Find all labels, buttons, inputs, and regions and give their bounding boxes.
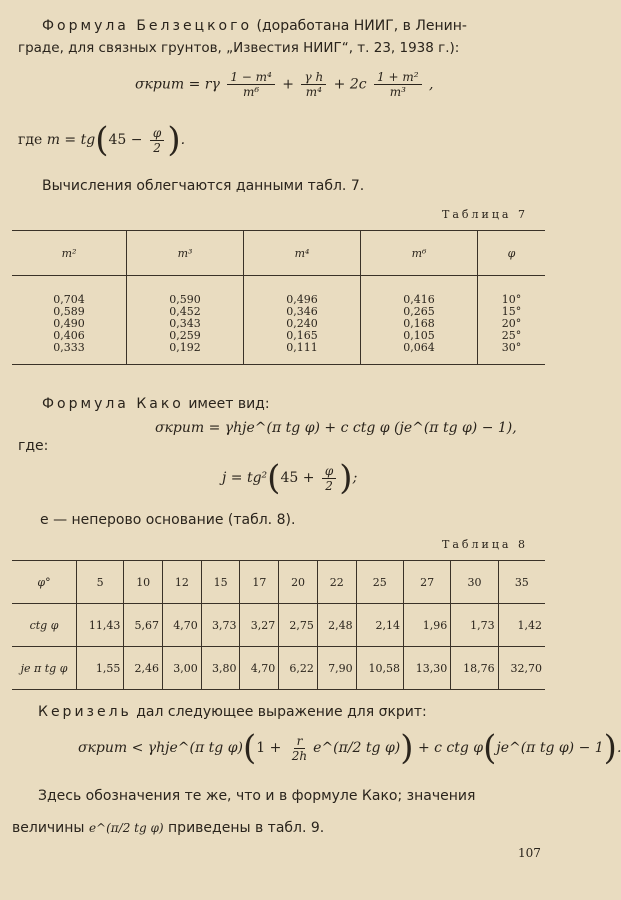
table-cell: 0,452 [169, 305, 201, 318]
formula-m-definition [18, 120, 185, 160]
table-cell: 18,76 [451, 647, 498, 690]
paren-close: ) [400, 728, 414, 768]
f1-den: m⁶ [242, 85, 260, 99]
formula3-lhs: j = tg² [222, 470, 268, 486]
table-cell: 0,416 [403, 293, 435, 306]
formula1-lhs: σкрит = rγ [135, 76, 220, 93]
para3-rest: имеет вид: [188, 396, 270, 412]
para5 [38, 704, 427, 720]
table7-col-m6 [361, 276, 478, 365]
table-cell: 0,496 [286, 293, 318, 306]
table-cell: 3,27 [240, 604, 279, 647]
table-cell: 2,75 [279, 604, 318, 647]
formula3-inner: 45 + [280, 470, 315, 486]
table-cell: 1,55 [77, 647, 124, 690]
table-cell: 10,58 [356, 647, 403, 690]
paren-close: ) [339, 458, 353, 498]
table7-col-phi [478, 276, 546, 365]
table-cell: 0,590 [169, 293, 201, 306]
where1-fraction [150, 126, 164, 155]
para6-line2-a: величины [12, 820, 85, 836]
table-cell: 0,704 [53, 293, 85, 306]
table7-col-m3 [127, 276, 244, 365]
formula4-lhs: σкрит < γhje^(π tg φ) [78, 740, 243, 756]
table-cell: 30° [501, 341, 522, 354]
formula4-num: r [294, 734, 306, 749]
table-cell: 0,259 [169, 329, 201, 342]
page-number: 107 [518, 846, 541, 860]
para6-expr: e^(π/2 tg φ) [88, 821, 164, 835]
f3-den: m³ [389, 85, 406, 99]
table-cell: 2,48 [317, 604, 356, 647]
table-cell: 17 [240, 561, 279, 604]
f2-num: γ h [301, 70, 326, 85]
table-cell: 3,73 [201, 604, 240, 647]
table-cell: 0,343 [169, 317, 201, 330]
kerizel-title: Керизель [38, 704, 132, 720]
table-cell: 4,70 [240, 647, 279, 690]
table8-row-header: je π tg φ [12, 647, 77, 690]
where1-inner: 45 − [108, 132, 143, 148]
f1-num: 1 − m⁴ [227, 70, 275, 85]
table7 [12, 230, 545, 365]
table8-caption: Таблица 8 [442, 538, 528, 551]
table-cell: 6,22 [279, 647, 318, 690]
para6-line2 [12, 820, 324, 836]
formula-kako: σкрит = γhje^(π tg φ) + c ctg φ (je^(π tg φ) − 1), [155, 420, 517, 436]
table-cell: 2,14 [356, 604, 403, 647]
formula1-fraction-3 [374, 70, 422, 99]
formula3-fraction [322, 464, 336, 493]
formula-j [222, 458, 357, 498]
table-cell: 0,490 [53, 317, 85, 330]
table-cell: 1,42 [498, 604, 545, 647]
table-cell: 0,192 [169, 341, 201, 354]
table-cell: 0,165 [286, 329, 318, 342]
formula1-plus1: + [282, 76, 295, 93]
table7-header: m² [12, 231, 127, 276]
table-cell: 25° [501, 329, 522, 342]
formula4-den: 2h [291, 748, 308, 763]
formula-kerizel [78, 728, 621, 768]
para3 [42, 396, 270, 412]
paren-open: ( [267, 458, 281, 498]
table-cell: 10° [501, 293, 522, 306]
paren-open: ( [483, 728, 497, 768]
table-cell: 3,80 [201, 647, 240, 690]
formula4-inner: je^(π tg φ) − 1 [496, 740, 604, 756]
table-cell: 0,111 [286, 341, 318, 354]
table8-row-phi [12, 561, 545, 604]
formula3-num: φ [322, 464, 336, 479]
table-cell: 0,168 [403, 317, 435, 330]
formula1-comma: , [429, 76, 434, 93]
paren-open: ( [95, 120, 109, 160]
paren-close: ) [167, 120, 181, 160]
table-cell: 25 [356, 561, 403, 604]
para2: Вычисления облегчаются данными табл. 7. [42, 178, 365, 194]
table-cell: 11,43 [77, 604, 124, 647]
table-cell: 10 [124, 561, 163, 604]
where1-den: 2 [153, 140, 161, 155]
table-cell: 13,30 [403, 647, 450, 690]
where1-expr: m = tg [46, 132, 96, 148]
table-cell: 0,346 [286, 305, 318, 318]
table-cell: 7,90 [317, 647, 356, 690]
table-cell: 20 [279, 561, 318, 604]
para6-line2-b: приведены в табл. 9. [168, 820, 325, 836]
paren-open: ( [242, 728, 257, 768]
table8-row-header: φ° [12, 561, 77, 604]
table-cell: 0,265 [403, 305, 435, 318]
formula4-fraction [289, 734, 310, 763]
table8-row-header: ctg φ [12, 604, 77, 647]
formula4-tail: . [616, 740, 621, 756]
table-cell: 20° [501, 317, 522, 330]
formula3-tail: ; [352, 470, 358, 486]
table8-row-ctg [12, 604, 545, 647]
formula1-fraction-2 [301, 70, 326, 99]
table7-header: m⁶ [361, 231, 478, 276]
table-cell: 3,00 [163, 647, 202, 690]
table-cell: 4,70 [163, 604, 202, 647]
where2: где: [18, 438, 49, 454]
formula1-plus2: + 2c [333, 76, 367, 93]
table7-header: m³ [127, 231, 244, 276]
para6-line1: Здесь обозначения те же, что и в формуле Како; значения [38, 788, 476, 804]
f2-den: m⁴ [305, 85, 322, 99]
table-cell: 15 [201, 561, 240, 604]
table7-col-m2 [12, 276, 127, 365]
formula4-mid: + c ctg φ [417, 740, 484, 756]
table-cell: 12 [163, 561, 202, 604]
table7-header: m⁴ [244, 231, 361, 276]
table8-row-je [12, 647, 545, 690]
formula4-open: 1 + [256, 740, 282, 756]
para1-line2: граде, для связных грунтов, „Известия НИИГ“, т. 23, 1938 г.): [18, 40, 460, 56]
table-cell: 5 [77, 561, 124, 604]
kako-title: Формула Како [42, 396, 184, 412]
para5-rest: дал следующее выражение для σкрит: [136, 704, 427, 720]
where1-prefix: где [18, 132, 43, 148]
para4: e — неперово основание (табл. 8). [40, 512, 296, 528]
table7-body-row [12, 276, 545, 365]
table-cell: 0,105 [403, 329, 435, 342]
table-cell: 35 [498, 561, 545, 604]
table-cell: 22 [317, 561, 356, 604]
table-cell: 0,406 [53, 329, 85, 342]
table7-caption: Таблица 7 [442, 208, 528, 221]
where1-num: φ [150, 126, 164, 141]
table-cell: 32,70 [498, 647, 545, 690]
table8 [12, 560, 545, 690]
table-cell: 15° [501, 305, 522, 318]
table-cell: 0,064 [403, 341, 435, 354]
where1-dot: . [180, 132, 186, 148]
table-cell: 2,46 [124, 647, 163, 690]
table-cell: 30 [451, 561, 498, 604]
paren-close: ) [603, 728, 617, 768]
formula4-exp: e^(π/2 tg φ) [313, 740, 401, 756]
formula1-fraction-1 [227, 70, 275, 99]
table-cell: 5,67 [124, 604, 163, 647]
belzetsky-title: Формула Белзецкого [42, 18, 253, 34]
table7-header-row [12, 231, 545, 276]
formula3-den: 2 [325, 478, 333, 493]
table-cell: 1,73 [451, 604, 498, 647]
table-cell: 0,589 [53, 305, 85, 318]
table-cell: 27 [403, 561, 450, 604]
table7-col-m4 [244, 276, 361, 365]
f3-num: 1 + m² [374, 70, 422, 85]
table-cell: 0,333 [53, 341, 85, 354]
para1-line1 [42, 18, 467, 34]
para1-line1-rest: (доработана НИИГ, в Ленин- [256, 18, 467, 34]
table-cell: 0,240 [286, 317, 318, 330]
formula-belzetsky [135, 70, 433, 99]
table-cell: 1,96 [403, 604, 450, 647]
table7-header: φ [478, 231, 546, 276]
